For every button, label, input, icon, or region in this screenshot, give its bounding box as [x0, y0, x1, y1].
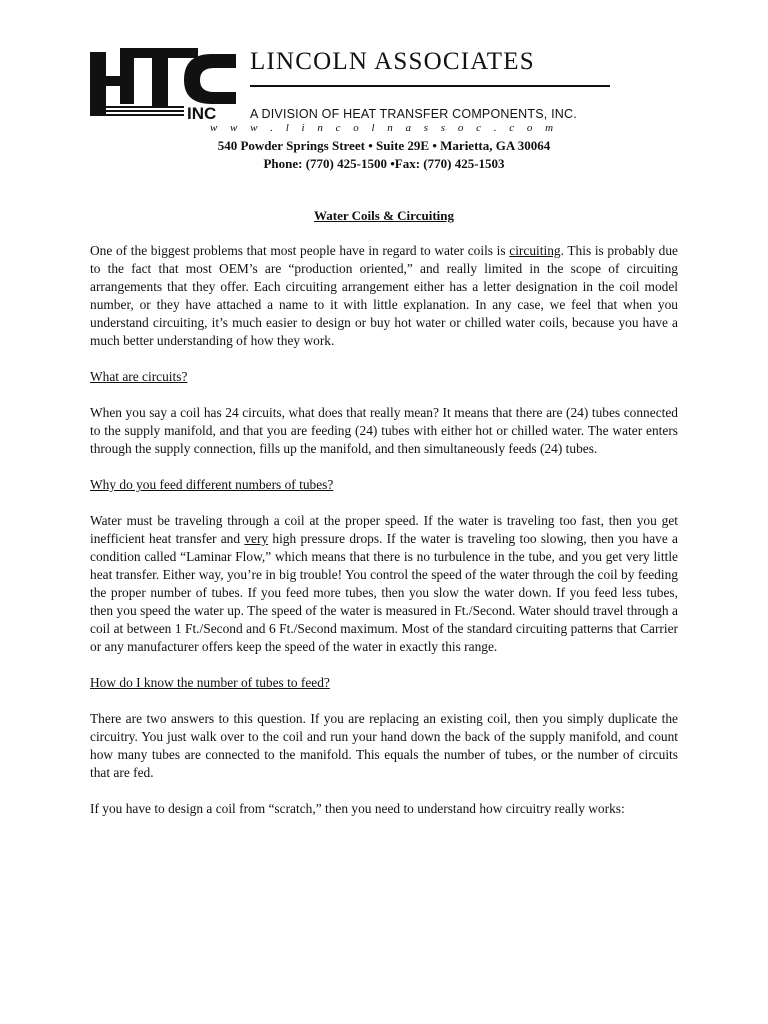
section-heading-circuits: What are circuits?	[90, 369, 188, 384]
document-body	[90, 242, 678, 836]
section-heading-number-tubes: How do I know the number of tubes to feed?	[90, 675, 330, 690]
phone-number: Phone: (770) 425-1500	[263, 156, 387, 171]
paragraph-text: . This is probably due to the fact that most OEM’s are “production oriented,” and really limited in the scope of circuiting arrangements that they offer. Each circuiting arrangement either has a letter designation in the coil model number, or they have attached a name to it with little explanation. In any case, we feel that when you understand circuiting, it’s much easier to design or buy hot water or chilled water coils, because you have a much better understanding of how they work.	[90, 243, 678, 348]
address-street: 540 Powder Springs Street	[217, 138, 365, 153]
htc-logo	[90, 46, 236, 120]
svg-text:INC: INC	[187, 104, 217, 120]
paragraph-speed	[90, 512, 678, 656]
company-name: LINCOLN ASSOCIATES	[250, 48, 535, 75]
bullet-separator: •	[368, 138, 373, 153]
paragraph-text: Water must be traveling through a coil at the proper speed. If the water is traveling too fast, then you get inefficient heat transfer and	[90, 513, 678, 546]
address-suite: Suite 29E	[376, 138, 430, 153]
paragraph-text: One of the biggest problems that most people have in regard to water coils is	[90, 243, 510, 258]
paragraph-text: high pressure drops. If the water is traveling too slowing, then you have a condition called “Laminar Flow,” which means that there is no turbulence in the tube, and you get very little heat transfer. Either way, you’re in big trouble! You control the speed of the water through the coil by feeding the proper number of tubes. If you feed more tubes, then you slow the water down. If you feed less tubes, then you speed the water up. The speed of the water is measured in Ft./Second. Water should travel through a coil at between 1 Ft./Second and 6 Ft./Second maximum. Most of the standard circuiting patterns that Carrier or any manufacturer offers keep the speed of the water in exactly this range.	[90, 531, 678, 654]
paragraph-scratch: If you have to design a coil from “scratch,” then you need to understand how circuitry really works:	[90, 801, 625, 816]
paragraph-answers: There are two answers to this question. If you are replacing an existing coil, then you simply duplicate the circuitry. You just walk over to the coil and run your hand down the back of the supply manifold, and count how many tubes are connected to the manifold. This equals the number of tubes, or the number of circuits that are fed.	[90, 711, 678, 780]
paragraph-intro	[90, 242, 678, 350]
bullet-separator: •	[432, 138, 437, 153]
document-title: Water Coils & Circuiting	[314, 208, 454, 223]
address-city: Marietta, GA 30064	[440, 138, 551, 153]
underlined-term: circuiting	[509, 243, 561, 258]
bullet-separator: •	[390, 156, 395, 171]
underlined-term: very	[244, 531, 269, 546]
division-line: A DIVISION OF HEAT TRANSFER COMPONENTS, INC.	[250, 107, 577, 121]
header-rule	[250, 85, 610, 87]
address-line	[0, 138, 768, 154]
contact-line	[0, 156, 768, 172]
fax-number: Fax: (770) 425-1503	[394, 156, 505, 171]
website-link[interactable]: w w w . l i n c o l n a s s o c . c o m	[209, 122, 559, 134]
paragraph-circuits: When you say a coil has 24 circuits, what does that really mean? It means that there are (24) tubes connected to the supply manifold, and that you are feeding (24) tubes with either hot or chilled water. The water enters through the supply connection, fills up the manifold, and then simultaneously feeds (24) tubes.	[90, 405, 678, 456]
section-heading-feed-tubes: Why do you feed different numbers of tubes?	[90, 477, 334, 492]
